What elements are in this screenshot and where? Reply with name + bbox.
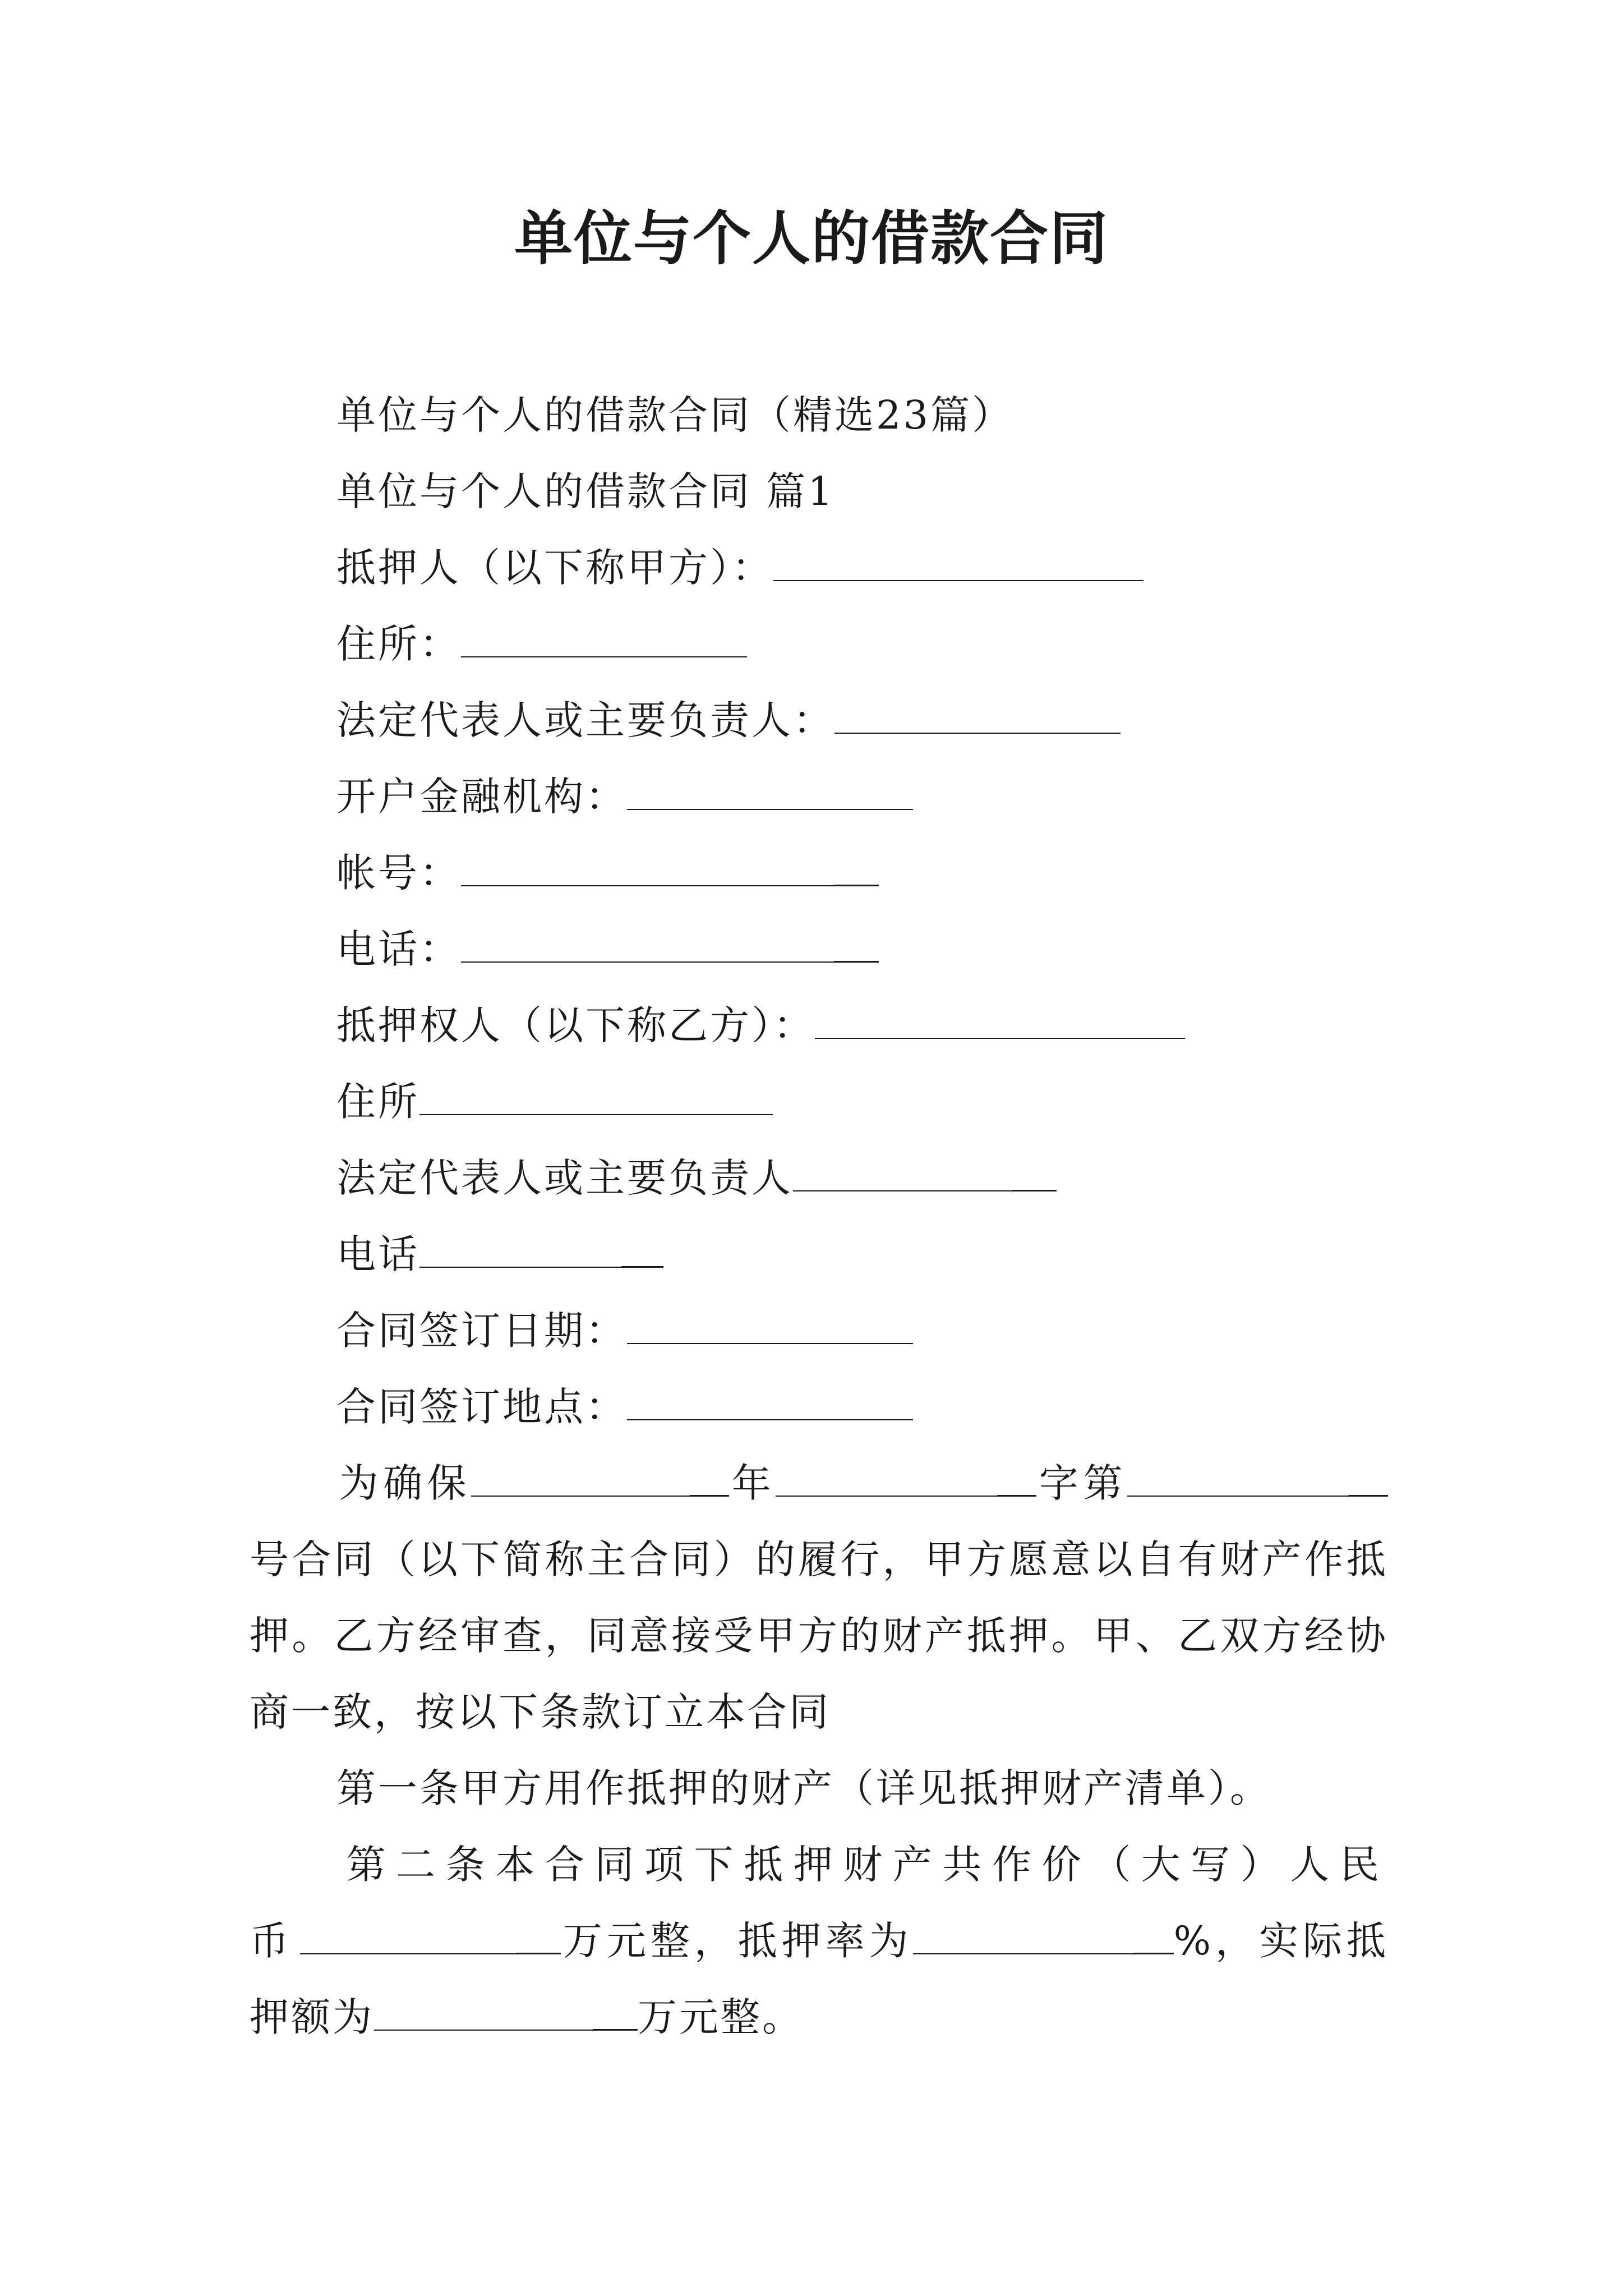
fill-in-blank[interactable] bbox=[815, 999, 1185, 1039]
fill-in-blank[interactable] bbox=[627, 1304, 913, 1344]
fill-in-blank[interactable] bbox=[773, 541, 1144, 581]
fill-in-blank[interactable] bbox=[627, 1380, 913, 1420]
fill-in-blank[interactable] bbox=[419, 1227, 621, 1268]
clause-text: 为确保 bbox=[336, 1460, 472, 1506]
field-row bbox=[336, 1226, 663, 1282]
field-row bbox=[336, 1303, 913, 1359]
fill-in-blank-tail[interactable] bbox=[593, 1990, 638, 2031]
fill-in-blank[interactable] bbox=[461, 846, 834, 886]
fill-in-blank-tail[interactable] bbox=[834, 845, 879, 886]
field-row bbox=[336, 997, 1185, 1053]
article-text: 第二条本合同项下抵押财产共作价（大写）人民币 bbox=[250, 1842, 1388, 1964]
clause-text: 号合同（以下简称主合同）的履行，甲方愿意以自有财产作抵押。乙方经审查，同意接受甲方的财产抵押。甲、乙双方经协商一致，按以下条款订立本合同 bbox=[250, 1536, 1388, 1735]
fill-in-blank-tail[interactable] bbox=[997, 1456, 1036, 1497]
fill-in-blank-tail[interactable] bbox=[1135, 1913, 1174, 1954]
article-one: 第一条甲方用作抵押的财产（详见抵押财产清单）。 bbox=[336, 1765, 1271, 1811]
field-row bbox=[336, 692, 1121, 748]
fill-in-blank-tail[interactable] bbox=[834, 922, 879, 963]
article-text: 万元整，抵押率为 bbox=[560, 1918, 913, 1964]
document-title: 单位与个人的借款合同 bbox=[514, 204, 1109, 273]
fill-in-blank[interactable] bbox=[793, 1151, 1012, 1191]
fill-in-blank[interactable] bbox=[471, 1456, 690, 1497]
fill-in-blank[interactable] bbox=[300, 1914, 516, 1954]
fill-in-blank[interactable] bbox=[419, 1075, 773, 1115]
field-row bbox=[336, 769, 913, 825]
field-row bbox=[336, 1150, 1057, 1206]
field-label: 合同签订日期： bbox=[336, 1308, 627, 1354]
field-row bbox=[336, 1379, 913, 1435]
field-label: 法定代表人或主要负责人： bbox=[336, 697, 834, 743]
document-subtitle: 单位与个人的借款合同（精选23篇） bbox=[336, 392, 1014, 438]
article-text: %，实际抵押额为 bbox=[250, 1918, 1389, 2040]
field-label: 抵押权人（以下称乙方）： bbox=[336, 1002, 815, 1048]
article-text: 万元整。 bbox=[638, 1994, 804, 2040]
field-label: 帐号： bbox=[336, 850, 461, 896]
field-label: 合同签订地点： bbox=[336, 1384, 627, 1430]
article-two-paragraph bbox=[250, 1826, 1388, 2055]
fill-in-blank[interactable] bbox=[776, 1456, 997, 1497]
clause-text: 年 bbox=[729, 1460, 776, 1506]
field-label: 电话 bbox=[336, 1231, 419, 1277]
fill-in-blank-tail[interactable] bbox=[690, 1456, 729, 1497]
field-row bbox=[336, 616, 747, 672]
fill-in-blank[interactable] bbox=[461, 922, 834, 963]
clause-text: 字第 bbox=[1036, 1460, 1128, 1506]
field-row bbox=[336, 1074, 773, 1130]
fill-in-blank[interactable] bbox=[1127, 1456, 1349, 1497]
fill-in-blank-tail[interactable] bbox=[1349, 1456, 1388, 1497]
fill-in-blank[interactable] bbox=[627, 770, 913, 810]
field-label: 开户金融机构： bbox=[336, 774, 627, 820]
clause-intro-paragraph bbox=[250, 1445, 1388, 1750]
field-row bbox=[336, 845, 879, 901]
fill-in-blank-tail[interactable] bbox=[621, 1227, 663, 1268]
field-row bbox=[336, 540, 1144, 596]
section-heading: 单位与个人的借款合同 篇1 bbox=[336, 468, 835, 514]
fill-in-blank-tail[interactable] bbox=[1012, 1151, 1057, 1191]
fill-in-blank[interactable] bbox=[834, 693, 1121, 734]
field-label: 抵押人（以下称甲方）： bbox=[336, 545, 773, 591]
field-row bbox=[336, 921, 879, 977]
field-label: 住所 bbox=[336, 1079, 419, 1125]
fill-in-blank[interactable] bbox=[913, 1914, 1135, 1954]
fill-in-blank-tail[interactable] bbox=[516, 1913, 561, 1954]
fill-in-blank[interactable] bbox=[374, 1990, 593, 2031]
field-label: 电话： bbox=[336, 926, 461, 972]
fill-in-blank[interactable] bbox=[461, 617, 747, 657]
field-label: 住所： bbox=[336, 621, 461, 667]
field-label: 法定代表人或主要负责人 bbox=[336, 1155, 793, 1201]
